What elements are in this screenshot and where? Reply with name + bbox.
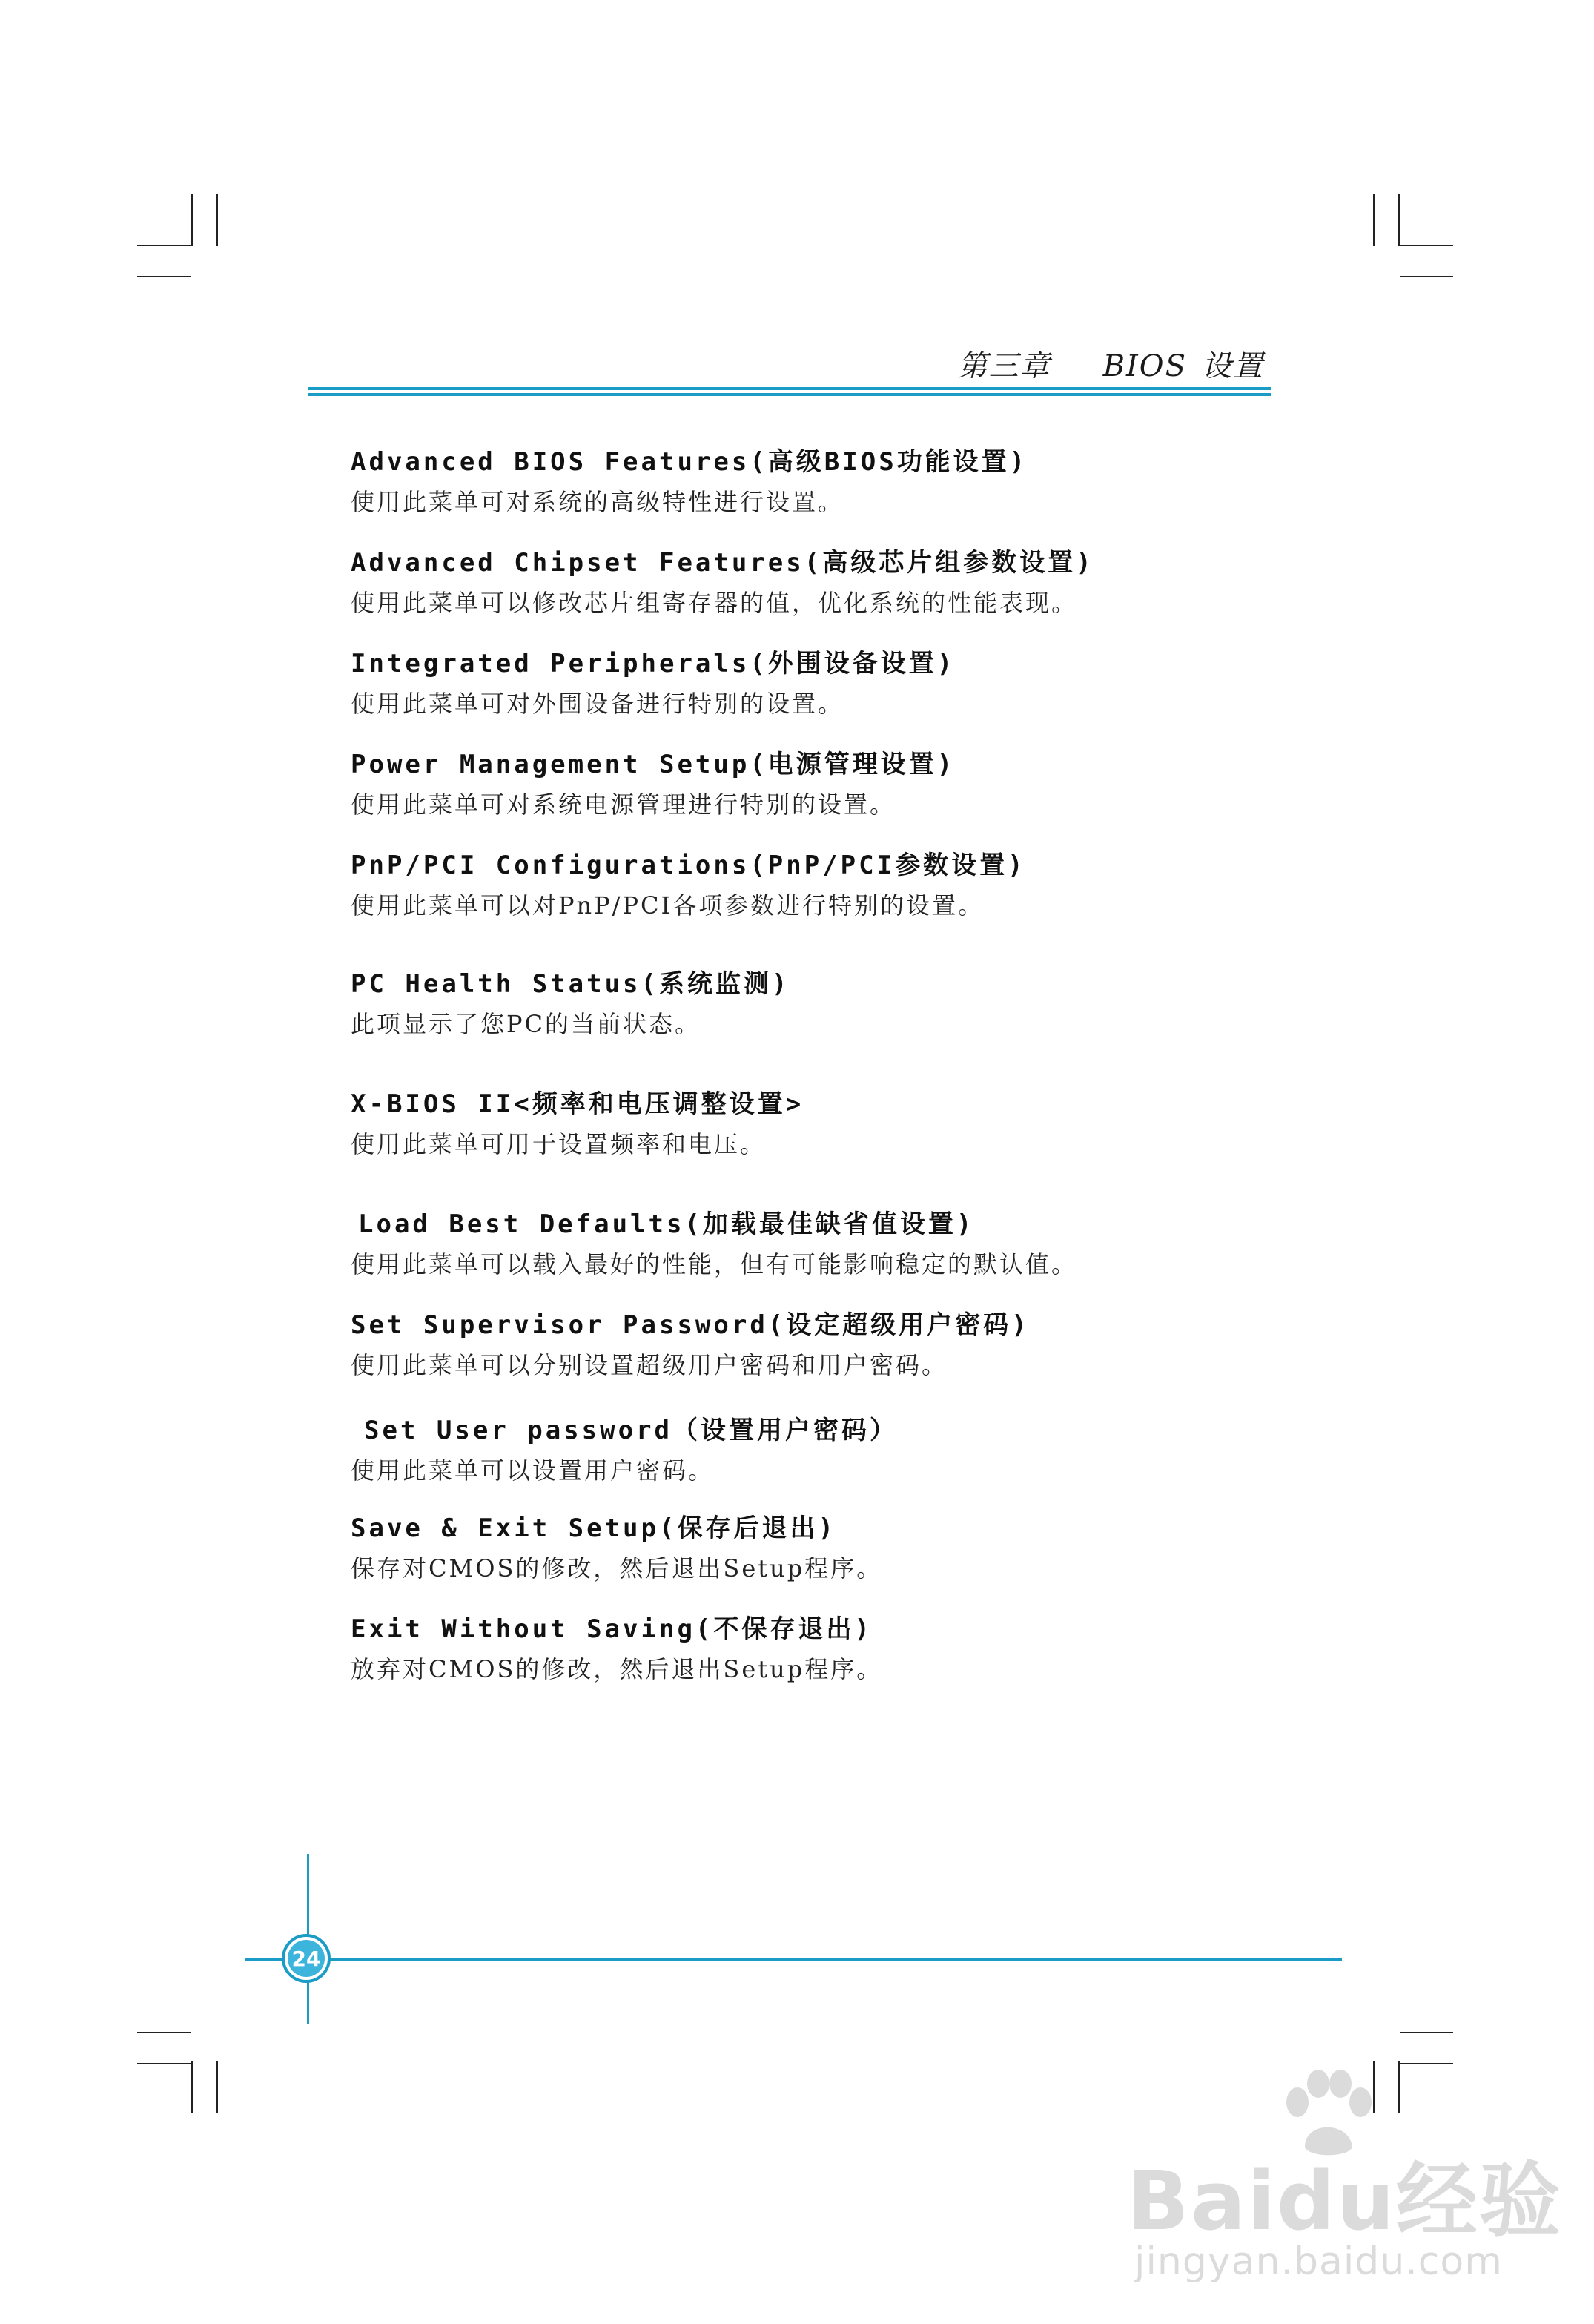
menu-entry [351, 1510, 882, 1587]
entry-description: 使用此菜单可对系统电源管理进行特别的设置。 [351, 790, 896, 819]
running-header [308, 343, 1271, 395]
entry-description: 使用此菜单可对外围设备进行特别的设置。 [351, 690, 844, 718]
crop-mark [1400, 276, 1453, 277]
crop-mark [137, 245, 191, 246]
entry-description: 使用此菜单可以设置用户密码。 [351, 1456, 715, 1485]
crop-mark [137, 276, 191, 277]
entry-title: Advanced Chipset Features(高级芯片组参数设置) [351, 548, 1094, 578]
crop-mark [137, 2032, 191, 2033]
crop-mark [137, 2063, 191, 2064]
crop-mark [191, 2061, 193, 2113]
crop-mark [1373, 194, 1375, 246]
entry-title: PnP/PCI Configurations(PnP/PCI参数设置) [351, 851, 1026, 880]
menu-entry [351, 1206, 1077, 1283]
section-label: BIOS [1102, 349, 1187, 383]
footer-rule [245, 1958, 1342, 1961]
entry-description: 使用此菜单可用于设置频率和电压。 [351, 1130, 767, 1158]
baidu-watermark [1127, 2069, 1562, 2291]
header-rule [308, 393, 1271, 396]
watermark-url: jingyan.baidu.com [1134, 2239, 1503, 2284]
chapter-heading [958, 343, 1264, 385]
crop-mark [216, 194, 218, 246]
header-rule [308, 387, 1271, 390]
menu-entry [351, 1611, 882, 1688]
page-number: 24 [288, 1940, 325, 1977]
crop-mark [1398, 194, 1400, 246]
entry-title: Save & Exit Setup(保存后退出) [351, 1513, 836, 1543]
entry-title: Advanced BIOS Features(高级BIOS功能设置) [351, 447, 1028, 477]
entry-title: PC Health Status(系统监测) [351, 969, 790, 999]
entry-title: Integrated Peripherals(外围设备设置) [351, 649, 956, 679]
crop-mark [216, 2061, 218, 2113]
entry-title: X-BIOS II<频率和电压调整设置> [351, 1089, 804, 1119]
crop-mark [1400, 2063, 1453, 2064]
entry-title: Set Supervisor Password(设定超级用户密码) [351, 1310, 1030, 1340]
menu-entry [351, 965, 790, 1043]
entry-title: Exit Without Saving(不保存退出) [351, 1614, 873, 1644]
menu-entry [351, 746, 955, 823]
entry-description: 保存对CMOS的修改，然后退出Setup程序。 [351, 1554, 883, 1582]
section-suffix: 设置 [1202, 349, 1264, 383]
menu-entry [351, 1307, 1030, 1384]
entry-description: 使用此菜单可以修改芯片组寄存器的值，优化系统的性能表现。 [351, 589, 1078, 617]
crop-mark [1400, 245, 1453, 246]
watermark-brand: Baidu经验 [1127, 2153, 1562, 2248]
entry-title: Power Management Setup(电源管理设置) [351, 750, 956, 779]
entry-description: 放弃对CMOS的修改，然后退出Setup程序。 [351, 1655, 883, 1683]
menu-entry [351, 645, 955, 722]
entry-description: 使用此菜单可对系统的高级特性进行设置。 [351, 488, 844, 516]
entry-description: 此项显示了您PC的当前状态。 [351, 1010, 701, 1038]
entry-title: Set User password（设置用户密码） [364, 1416, 898, 1445]
crop-mark [191, 194, 193, 246]
entry-description: 使用此菜单可以对PnP/PCI各项参数进行特别的设置。 [351, 891, 985, 920]
menu-entry [351, 544, 1094, 621]
menu-entry [351, 1412, 898, 1489]
crop-mark [1400, 2032, 1453, 2033]
entry-description: 使用此菜单可以分别设置超级用户密码和用户密码。 [351, 1351, 948, 1379]
entry-description: 使用此菜单可以载入最好的性能，但有可能影响稳定的默认值。 [351, 1250, 1078, 1278]
menu-entry [351, 847, 1026, 924]
page-number-badge [282, 1934, 331, 1983]
menu-entry [351, 1086, 804, 1163]
entry-title: Load Best Defaults(加载最佳缺省值设置) [358, 1209, 975, 1239]
menu-entry [351, 443, 1028, 521]
chapter-label: 第三章 [957, 349, 1051, 383]
